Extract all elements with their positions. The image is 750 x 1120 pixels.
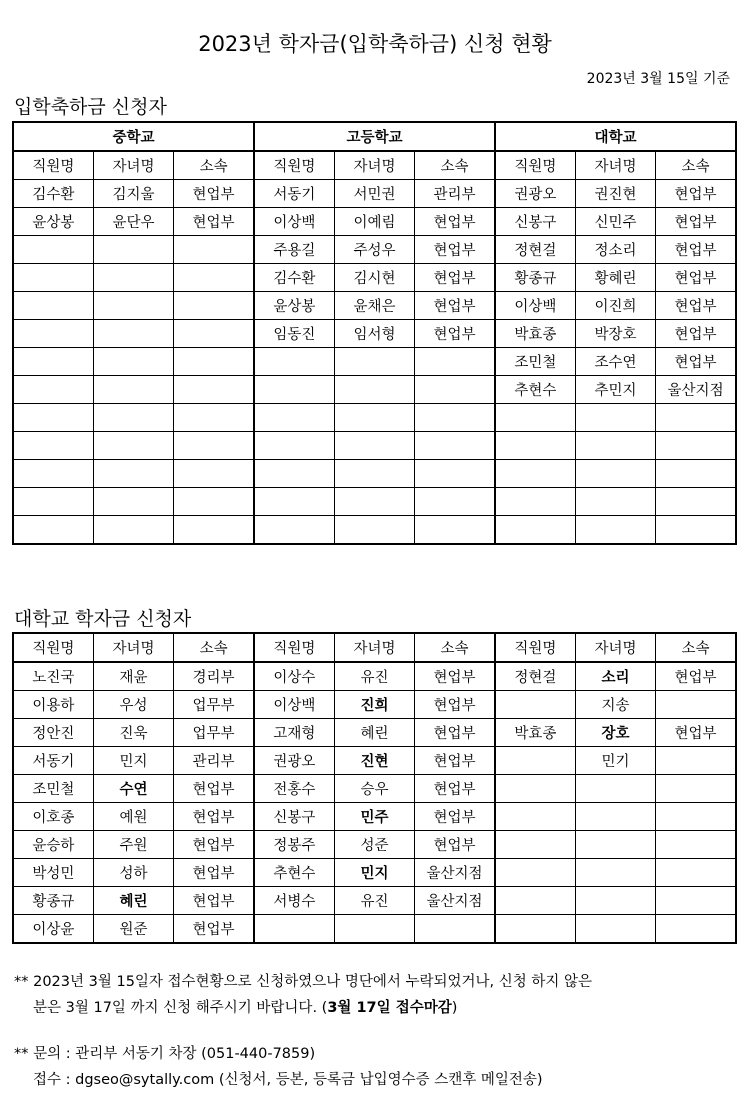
table-cell [495,516,575,545]
table-cell [13,320,93,348]
table-row [13,180,736,208]
table-cell: 예원 [93,803,173,831]
table-cell [254,460,334,488]
table-cell: 현업부 [656,236,736,264]
column-header: 자녀명 [334,633,414,662]
table-cell [415,460,495,488]
table-row [13,460,736,488]
table-cell: 임서형 [334,320,414,348]
table-cell: 김수환 [13,180,93,208]
table-cell: 현업부 [415,292,495,320]
table-cell: 성준 [334,831,414,859]
table-cell: 현업부 [174,859,254,887]
table-row [13,516,736,545]
table-cell [415,915,495,944]
column-header: 소속 [415,151,495,180]
table-cell [93,264,173,292]
table-cell: 수연 [93,775,173,803]
table-cell [93,292,173,320]
table-cell [334,915,414,944]
table-cell: 권광오 [495,180,575,208]
table-cell [575,803,655,831]
table-cell [656,859,736,887]
table-cell [656,404,736,432]
table-cell: 지송 [575,691,655,719]
table-cell: 정현걸 [495,236,575,264]
table-cell [575,859,655,887]
table-cell: 황혜린 [575,264,655,292]
table-cell [334,516,414,545]
table-cell [93,236,173,264]
table-cell: 박장호 [575,320,655,348]
table-cell [415,348,495,376]
table-cell: 정봉주 [254,831,334,859]
table-row [13,208,736,236]
table-cell [93,320,173,348]
table-cell: 재윤 [93,662,173,691]
table-row [13,662,736,691]
table-cell [254,516,334,545]
table-cell [93,488,173,516]
table-cell: 성하 [93,859,173,887]
table-cell: 윤상봉 [13,208,93,236]
table-cell [656,516,736,545]
table-cell [415,488,495,516]
table-cell: 현업부 [415,719,495,747]
table-row [13,859,736,887]
table-cell [415,432,495,460]
table-cell: 진욱 [93,719,173,747]
table-cell [495,775,575,803]
notice-line-1: ** 2023년 3월 15일자 접수현황으로 신청하였으나 명단에서 누락되었거나, 신청 하지 않은 [14,974,592,990]
table-cell: 박성민 [13,859,93,887]
table-cell [495,691,575,719]
table-cell [495,460,575,488]
table-cell: 이상백 [254,691,334,719]
table-cell: 이상백 [254,208,334,236]
table-cell: 임동진 [254,320,334,348]
table-cell: 전홍수 [254,775,334,803]
table-cell [13,488,93,516]
table-row [13,404,736,432]
table-row [13,236,736,264]
column-header: 직원명 [495,633,575,662]
table-cell: 진희 [334,691,414,719]
table-cell: 소리 [575,662,655,691]
table-cell: 정소리 [575,236,655,264]
table-cell: 유진 [334,887,414,915]
table-row [13,376,736,404]
section2-title: 대학교 학자금 신청자 [14,608,192,630]
table-cell: 서동기 [13,747,93,775]
table-cell: 추현수 [495,376,575,404]
table-cell [495,404,575,432]
table-row [13,831,736,859]
table-cell: 업무부 [174,719,254,747]
table-cell: 우성 [93,691,173,719]
reference-date: 2023년 3월 15일 기준 [586,71,730,87]
table-row [13,488,736,516]
table-cell: 현업부 [415,747,495,775]
table-cell: 박효종 [495,719,575,747]
table-cell [13,432,93,460]
table-cell: 신봉구 [495,208,575,236]
table-cell: 현업부 [656,320,736,348]
table-cell [13,236,93,264]
table-cell [13,516,93,545]
table-cell: 현업부 [415,831,495,859]
table-cell: 주원 [93,831,173,859]
table-cell: 현업부 [174,803,254,831]
table-cell: 서민권 [334,180,414,208]
table-cell [656,831,736,859]
column-header: 직원명 [13,151,93,180]
group-header: 고등학교 [254,122,495,151]
table-cell: 박효종 [495,320,575,348]
table-cell [174,348,254,376]
table-cell: 황종규 [495,264,575,292]
table-cell: 조민철 [495,348,575,376]
table-cell [575,516,655,545]
column-header: 소속 [174,151,254,180]
table-cell: 울산지점 [415,859,495,887]
table-cell [415,516,495,545]
contact-line: ** 문의 : 관리부 서동기 차장 (051-440-7859) [14,1046,316,1062]
table-cell [174,292,254,320]
column-header: 소속 [656,151,736,180]
submission-line: 접수 : dgseo@sytally.com (신청서, 등본, 등록금 납입영수증 스캔후 메일전송) [33,1072,543,1088]
table-cell [334,432,414,460]
table-row [13,747,736,775]
table-cell [575,775,655,803]
table-cell: 서병수 [254,887,334,915]
table-cell: 울산지점 [415,887,495,915]
table-cell: 현업부 [656,662,736,691]
table-cell [495,859,575,887]
table-cell: 이용하 [13,691,93,719]
table-cell [334,376,414,404]
table-cell: 현업부 [656,292,736,320]
table-cell: 현업부 [415,320,495,348]
table-row [13,348,736,376]
table-cell: 유진 [334,662,414,691]
table-cell: 현업부 [656,208,736,236]
table-cell: 정안진 [13,719,93,747]
table-cell [575,404,655,432]
table-cell [93,432,173,460]
table-cell [254,376,334,404]
table-cell: 윤단우 [93,208,173,236]
table-cell: 현업부 [415,691,495,719]
table-cell [13,404,93,432]
table-cell: 현업부 [415,662,495,691]
table-row [13,719,736,747]
table-cell: 이진희 [575,292,655,320]
table-cell: 권광오 [254,747,334,775]
table-cell: 주성우 [334,236,414,264]
table-cell: 신봉구 [254,803,334,831]
page-title: 2023년 학자금(입학축하금) 신청 현황 [198,32,552,56]
table-cell: 현업부 [656,348,736,376]
table-cell: 혜린 [93,887,173,915]
deadline: 3월 17일 접수마감 [327,1000,452,1016]
table-cell: 현업부 [174,775,254,803]
table-cell [254,348,334,376]
column-header: 직원명 [13,633,93,662]
table-cell: 현업부 [656,264,736,292]
table-cell: 현업부 [174,208,254,236]
table-cell: 윤승하 [13,831,93,859]
table-cell [575,887,655,915]
college-scholarship-table [12,632,737,944]
table-cell: 추현수 [254,859,334,887]
table-cell: 관리부 [174,747,254,775]
notice-line-2: 분은 3월 17일 까지 신청 해주시기 바랍니다. (3월 17일 접수마감) [33,1000,458,1016]
table-cell: 민지 [93,747,173,775]
table-row [13,320,736,348]
table-row [13,915,736,944]
table-cell [495,803,575,831]
table-cell [254,432,334,460]
table-cell: 윤상봉 [254,292,334,320]
table-cell: 이예림 [334,208,414,236]
table-cell: 민지 [334,859,414,887]
table-cell [495,747,575,775]
table-cell [656,775,736,803]
table-cell: 신민주 [575,208,655,236]
table-cell: 혜린 [334,719,414,747]
table-cell: 울산지점 [656,376,736,404]
admission-gift-table [12,121,737,545]
table-cell [93,348,173,376]
table-cell [254,915,334,944]
table-cell: 김지울 [93,180,173,208]
table-cell [174,264,254,292]
table-cell [254,404,334,432]
table-cell: 현업부 [656,719,736,747]
column-header: 자녀명 [334,151,414,180]
section1-title: 입학축하금 신청자 [14,96,167,118]
table-cell: 관리부 [415,180,495,208]
table-cell: 경리부 [174,662,254,691]
table-cell: 황종규 [13,887,93,915]
table-row [13,432,736,460]
table-cell: 추민지 [575,376,655,404]
table-cell: 김시현 [334,264,414,292]
table-cell: 주용길 [254,236,334,264]
table-cell [495,488,575,516]
table-cell [13,292,93,320]
column-header: 자녀명 [575,633,655,662]
table-cell: 권진현 [575,180,655,208]
table-cell [415,404,495,432]
column-header: 자녀명 [93,633,173,662]
table-cell [13,348,93,376]
table-cell [13,376,93,404]
table-cell [656,747,736,775]
table-cell: 조민철 [13,775,93,803]
table-cell: 정현걸 [495,662,575,691]
table-cell [13,460,93,488]
column-header: 직원명 [254,151,334,180]
table-cell: 현업부 [174,887,254,915]
table-cell [334,460,414,488]
table-cell: 현업부 [415,236,495,264]
column-header: 직원명 [254,633,334,662]
column-header: 자녀명 [93,151,173,180]
table-cell [334,348,414,376]
table-cell: 이상윤 [13,915,93,944]
table-cell: 고재형 [254,719,334,747]
table-cell [174,488,254,516]
table-cell [174,236,254,264]
table-cell [254,488,334,516]
table-cell: 원준 [93,915,173,944]
table-cell: 현업부 [415,803,495,831]
table-cell [174,432,254,460]
table-row [13,775,736,803]
table-cell [656,691,736,719]
column-header: 소속 [656,633,736,662]
table-cell [656,915,736,944]
table-row [13,887,736,915]
table-cell [174,404,254,432]
table-row [13,691,736,719]
table-cell: 민주 [334,803,414,831]
column-header: 직원명 [495,151,575,180]
table-cell [13,264,93,292]
table-cell [495,915,575,944]
table-cell: 김수환 [254,264,334,292]
table-cell [575,432,655,460]
table-cell [656,488,736,516]
table-cell [656,803,736,831]
table-cell: 진현 [334,747,414,775]
table-cell [495,432,575,460]
column-header: 소속 [415,633,495,662]
table-cell: 업무부 [174,691,254,719]
table-cell [575,831,655,859]
table-cell: 서동기 [254,180,334,208]
table-cell: 민기 [575,747,655,775]
table-cell [575,460,655,488]
table-cell [93,460,173,488]
table-cell [656,432,736,460]
table-cell [415,376,495,404]
table-cell [174,320,254,348]
group-header: 중학교 [13,122,254,151]
table-cell: 노진국 [13,662,93,691]
table-cell [93,376,173,404]
table-cell: 윤채은 [334,292,414,320]
table-cell: 이호종 [13,803,93,831]
table-cell [495,887,575,915]
table-cell [334,488,414,516]
table-cell: 이상수 [254,662,334,691]
table-cell [575,915,655,944]
table-cell [93,404,173,432]
table-cell [334,404,414,432]
table-cell: 현업부 [174,915,254,944]
table-cell [93,516,173,545]
table-cell [656,887,736,915]
table-cell: 조수연 [575,348,655,376]
table-cell [575,488,655,516]
column-header: 소속 [174,633,254,662]
notice [14,969,592,1093]
table-cell [174,460,254,488]
table-cell: 현업부 [415,775,495,803]
table-cell [174,376,254,404]
table-cell: 승우 [334,775,414,803]
table-row [13,803,736,831]
table-cell: 현업부 [174,180,254,208]
column-header: 자녀명 [575,151,655,180]
table-cell: 현업부 [656,180,736,208]
table-cell: 현업부 [415,208,495,236]
table-cell: 현업부 [415,264,495,292]
table-row [13,292,736,320]
table-cell [656,460,736,488]
table-cell [174,516,254,545]
table-cell [495,831,575,859]
table-cell: 현업부 [174,831,254,859]
table-cell: 장호 [575,719,655,747]
table-row [13,264,736,292]
table-cell: 이상백 [495,292,575,320]
group-header: 대학교 [495,122,736,151]
